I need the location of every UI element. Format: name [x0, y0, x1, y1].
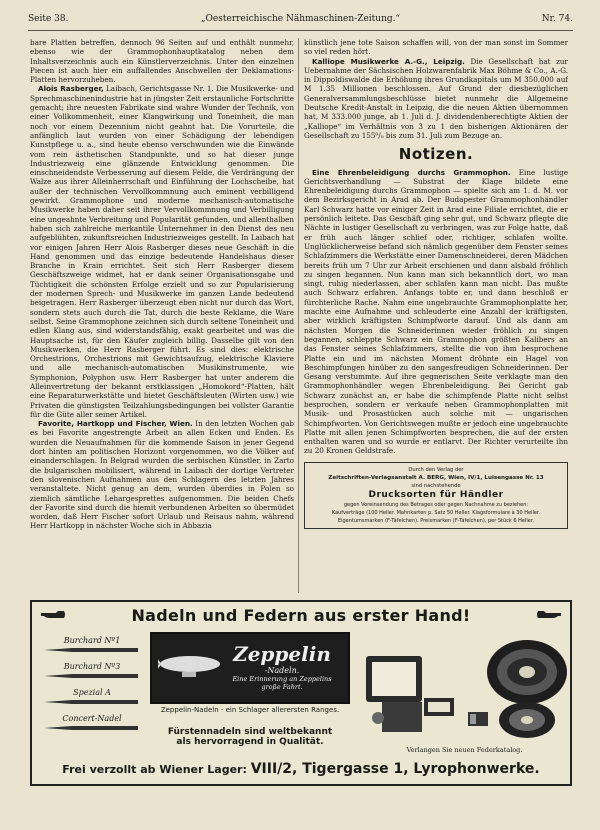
kalliope-paragraph [304, 57, 568, 141]
header-rule [28, 30, 573, 31]
intro-paragraph: bare Platten betreffen, dennoch 96 Seiten auf und enthält nunmehr, ebenso wie der Grammophonhauptkatalog neben dem Inhaltsverzeichnis auch ein Künstlerverzeichnis. Unter den einzelnen Piecen ist auch hier ein auffallendes Anschwellen der Deklamations-Platten hervorzuheben. [30, 38, 294, 85]
needle-label: Concert-Nadel [62, 714, 122, 723]
rasberger-heading: Alois Rasberger, [38, 84, 104, 94]
zeppelin-needle-box [150, 632, 350, 704]
ad-title: Nadeln und Federn aus erster Hand! [131, 606, 471, 625]
notiz-heading: Eine Ehrenbeleidigung durchs Grammophon. [312, 167, 511, 177]
favorite-paragraph [30, 419, 294, 531]
fuerst-line-2: als hervorragend in Qualität. [176, 737, 324, 747]
needle-icon [42, 671, 142, 681]
springs-and-tins-illustration [362, 632, 567, 744]
zeppelin-subtitle: -Nadeln. [264, 666, 300, 675]
favorite-text: In den letzten Wochen gab es bei Favorite angestrengte Arbeit an allen Ecken und Enden. Es wurden die Neuaufnahmen für die kommende Saison in jener Gegend dort hinten am politischen Horizont vorgenommen, wo die Völker auf einanderschlagen. In Belgrad wurden die serbischen Künstler, in Zarto die bulgarischen mobilisiert, während in Laibach der dortige Vertreter den slovenischen Aufnahmen aus den Schlagern des letzten Jahres veranstaltete. Nicht genug an dem, wurden überdies in Polen so ziemlich sämtliche Lehargesprettes aufgenommen. Die beiden Chefs der Favorite sind durch die hiemit verbundenen Arbeiten so übermüdet worden, daß Herr Fischer sofort Urlaub und Reisaus nahm, während Herr Hartkopp in nächster Woche sich in Abbazia [30, 419, 294, 531]
fuerst-slogan [150, 727, 350, 747]
pointing-hand-icon [536, 609, 562, 620]
spring-roll-icon [468, 712, 488, 726]
imprint-publisher: Zeitschriften-Verlagsanstalt A. BERG, Wien, IV/1, Luisengasse Nr. 13 [328, 474, 544, 481]
rasberger-paragraph [30, 84, 294, 419]
kalliope-heading: Kalliope Musikwerke A.-G., Leipzig. [312, 56, 465, 66]
right-column [304, 38, 568, 593]
continuation-paragraph: künstlich jene tote Saison schaffen will, von der man sonst im Sommer so viel reden hört. [304, 38, 568, 57]
imprint-line-6: Eigentumsmarken (F-Täfelchen). Preismarken (F-Täfelchen), per Stück 6 Heller. [337, 517, 535, 524]
imprint-line-1: Durch den Verlag der [408, 466, 464, 473]
rasberger-text: Laibach, Gerichtsgasse Nr. 1. Die Musikwerke- und Sprechmaschinenindustrie hat in jüngster Zeit erstaunliche Fortschritte gemacht; ihre neuesten Fabrikate sind wahre Wunder der Technik, von einer Vollkommenheit, einer Klangwirkung und Toneinheit, die man noch vor einem Dezennium nicht geahnt hat. Die Vorurteile, die anfänglich laut wurden von einer Schädigung der lebendigen Kunstpflege u. a., sind heute ebenso verschwunden wie die Einwände vom rein ästhetischen Standpunkte, und so hat dieser junge Industriezweig eine glänzende Entwicklung genommen. Die einschneidendste Verbesserung auf diesem Felde, die Verdrängung der Walze aus ihrer Alleinherrschaft und Einführung der Lochscheibe, hat außer der technischen Vervollkommnung auch eminent verbilligend gewirkt. Grammophone und moderne mechanisch-automatische Musikwerke haben daher seit ihrer Vervollkommnung und Verbilligung eine ungeahnte Verbreitung und Popularität gefunden, und allenthalben haben sich zahlreiche merkantile Unternehmer in den Dienst des neu aufgeblühten, zukunftsreichen Industriezweiges gestellt. In Laibach hat vor einigen Jahren Herr Alois Rasberger dieses neue Geschäft in die Hand genommen und das einzige bedeutende Handelshaus dieser Branche in Krain errichtet. Seit sich Herr Rasberger diesem Geschäftszweige widmet, hat er dank seiner Organisationsgabe und Tüchtigkeit die schönsten Erfolge erzielt und so zur Popularisierung der modernen Sprech- und Musikwerke im ganzen Lande bedeutend beigetragen. Herr Rasberger überzeugt eben nicht nur durch das Wort, sondern stets auch durch die Tat, durch die beste Reklame, die Ware selbst. Seine Grammophone zeichnen sich durch seltene Toneinheit und edlen Klang aus, sind widerstandsfähig, exakt gearbeitet und was die Hauptsache ist, für den Käufer zugleich billig. Dasselbe gilt von den Musikwerken, die Herr Rasberger führt. Es sind dies: elektrische Orchestrions, Orchestrions mit Gewichtsaufzug, elektrische Klaviere und alle mechanisch-automatischen Musikinstrumente, wie Symphonion, Polyphon usw. Herr Rasberger hat unter anderem die Alleinvertretung der bekannt erstklassigen „Homokord“-Platten, hält eine Reparaturwerkstätte und bietet Geschäftsleuten (Wirten usw.) wie Privaten die günstigsten Teilzahlungsbedingungen bei vollster Garantie für die Güte aller seiner Artikel. [30, 84, 294, 419]
imprint-title: Drucksorten für Händler [368, 489, 504, 500]
zeppelin-caption: Zeppelin-Nadeln - ein Schlager allerersten Ranges. [160, 706, 340, 714]
needle-label: Burchard Nº3 [63, 662, 121, 671]
spring-coil-icon [487, 640, 567, 704]
imprint-line-3: sind nachstehende [411, 482, 461, 489]
column-divider [298, 38, 299, 593]
needles-advertisement [30, 600, 572, 786]
kalliope-text: Die Gesellschaft hat zur Uebernahme der Sächsischen Holzwarenfabrik Max Böhme & Co., A.-G. in Dippoldiswalde die Erhöhung ihres Grundkapitals um M 350.000 auf M 1.35 Millionen beschlossen. Auf Grund der diesbezüglichen Generalversammlungsbeschlüsse bietet nunmehr die Allgemeine Deutsche Kredit-Anstalt in Leipzig, die die neuen Aktien übernommen hat, M 333.000 junge, ab 1. Juli d. J. dividendenberechtigte Aktien der „Kalliope“ im Verhältnis von 3 zu 1 den bisherigen Aktionären der Gesellschaft zu 155⁰/₀ bis zum 31. Juli zum Bezuge an. [304, 56, 568, 140]
page-header [28, 14, 573, 30]
needle-tin-icon [366, 656, 422, 732]
needle-item [42, 688, 142, 707]
notizen-heading: Notizen. [398, 145, 474, 164]
needle-icon [42, 697, 142, 707]
left-column [30, 38, 294, 593]
notiz-text: Eine lustige Gerichtsverhandlung — Substrat der Klage bildete eine Ehrenbeleidigung durchs Grammophon — spielte sich am 1. d. M. vor dem Bezirksgericht in Arad ab. Der Budapester Grammophonhändler Karl Schwarz hatte vor einiger Zeit in Arad eine Filiale errichtet, die er persönlich leitete. Das Geschäft ging sehr gut, und Schwarz pflegte die Nächte in lustiger Gesellschaft zu verbringen, was zur Folge hatte, daß er früh auch länger schlief oder, richtiger, schlafen wollte. Unglücklicherweise befand sich nämlich gegenüber dem Fenster seines Schlafzimmers die Werkstätte einer Damenschneiderei, deren Mädchen bereits früh um 7 Uhr zur Arbeit erschienen und dann alsbald fröhlich zu singen begannen. Nun kann man sich bekanntlich dort, wo man singt, ruhig niederlassen, aber schlafen kann man nicht. Das mußte auch Schwarz erfahren. Anfangs tobte er, und dann beschloß er fürchterliche Rache. Nahm eine ungebrauchte Grammophonplatte her, machte eine Aufnahme und schleuderte eine Anzahl der kräftigsten, aber wirklich kräftigsten Schimpfworte darauf. Und als dann am nächsten Morgen die Schneiderinnen wieder fröhlich zu singen begannen, schleppte Schwarz ein Grammophon größten Kalibers an das Fenster seines Schlafzimmers, stellte die von ihm besprochene Platte ein und im nächsten Moment dröhnte ein Hagel von Beschimpfungen hinüber zu den sangesfreudigen Schneiderinnen. Der Gesang verstummte. Auf ihre gegnerischen Seite verklagte man den Grammophonhändler wegen Ehrenbeleidigung. Bei Gericht gab Schwarz zunächst an, er habe die schimpfende Platte nicht selbst besprochen, sondern er verkaufe neben Grammophonplatten mit Musik- und Prosastücken auch solche mit — ungarischen Schimpfworten. Von Gerichtswegen mußte er jedoch eine ungebrauchte Platte mit allen jenen Schimpfworten besprechen, die auf der ersten enthalten waren und so wurde er entlarvt. Der Richter verurteilte ihn zu 20 Kronen Geldstrafe. [304, 167, 568, 456]
needle-item [42, 662, 142, 681]
needle-label: Burchard Nº1 [63, 636, 121, 645]
needle-box-icon [424, 698, 454, 716]
imprint-box [304, 462, 568, 529]
needle-item [42, 636, 142, 655]
notiz-paragraph [304, 168, 568, 456]
needle-item [42, 714, 142, 733]
needle-icon [42, 723, 142, 733]
ad-footer-prefix: Frei verzollt ab Wiener Lager: [62, 763, 247, 776]
needle-icon [42, 645, 142, 655]
imprint-line-5: Kaufverträge (100 Heller. Mahnkarten p. Satz 50 Heller. Klagsformulare à 30 Heller. [331, 509, 541, 516]
spring-coil-small-icon [499, 702, 555, 738]
needle-label: Spezial A [73, 688, 111, 697]
imprint-line-4: gegen Voreinsendung des Betrages oder gegen Nachnahme zu beziehen: [343, 501, 529, 508]
airship-icon [158, 652, 222, 682]
favorite-heading: Favorite, Hartkopp und Fischer, Wien. [38, 419, 193, 429]
fuerst-line-1: Fürstennadeln sind weltbekannt [167, 727, 333, 737]
zeppelin-tagline: Eine Erinnerung an Zeppelins große Fahrt. [232, 675, 332, 691]
page-number: Seite 38. [28, 14, 69, 24]
catalog-request: Verlangen Sie neuen Federkatalog. [406, 746, 523, 754]
issue-number: Nr. 74. [541, 14, 573, 24]
ad-footer [32, 761, 570, 777]
ad-footer-address: VIII/2, Tigergasse 1, Lyrophonwerke. [250, 761, 540, 777]
zeppelin-brand: Zeppelin [233, 642, 331, 666]
journal-title: „Oesterreichische Nähmaschinen-Zeitung.“ [200, 14, 401, 24]
